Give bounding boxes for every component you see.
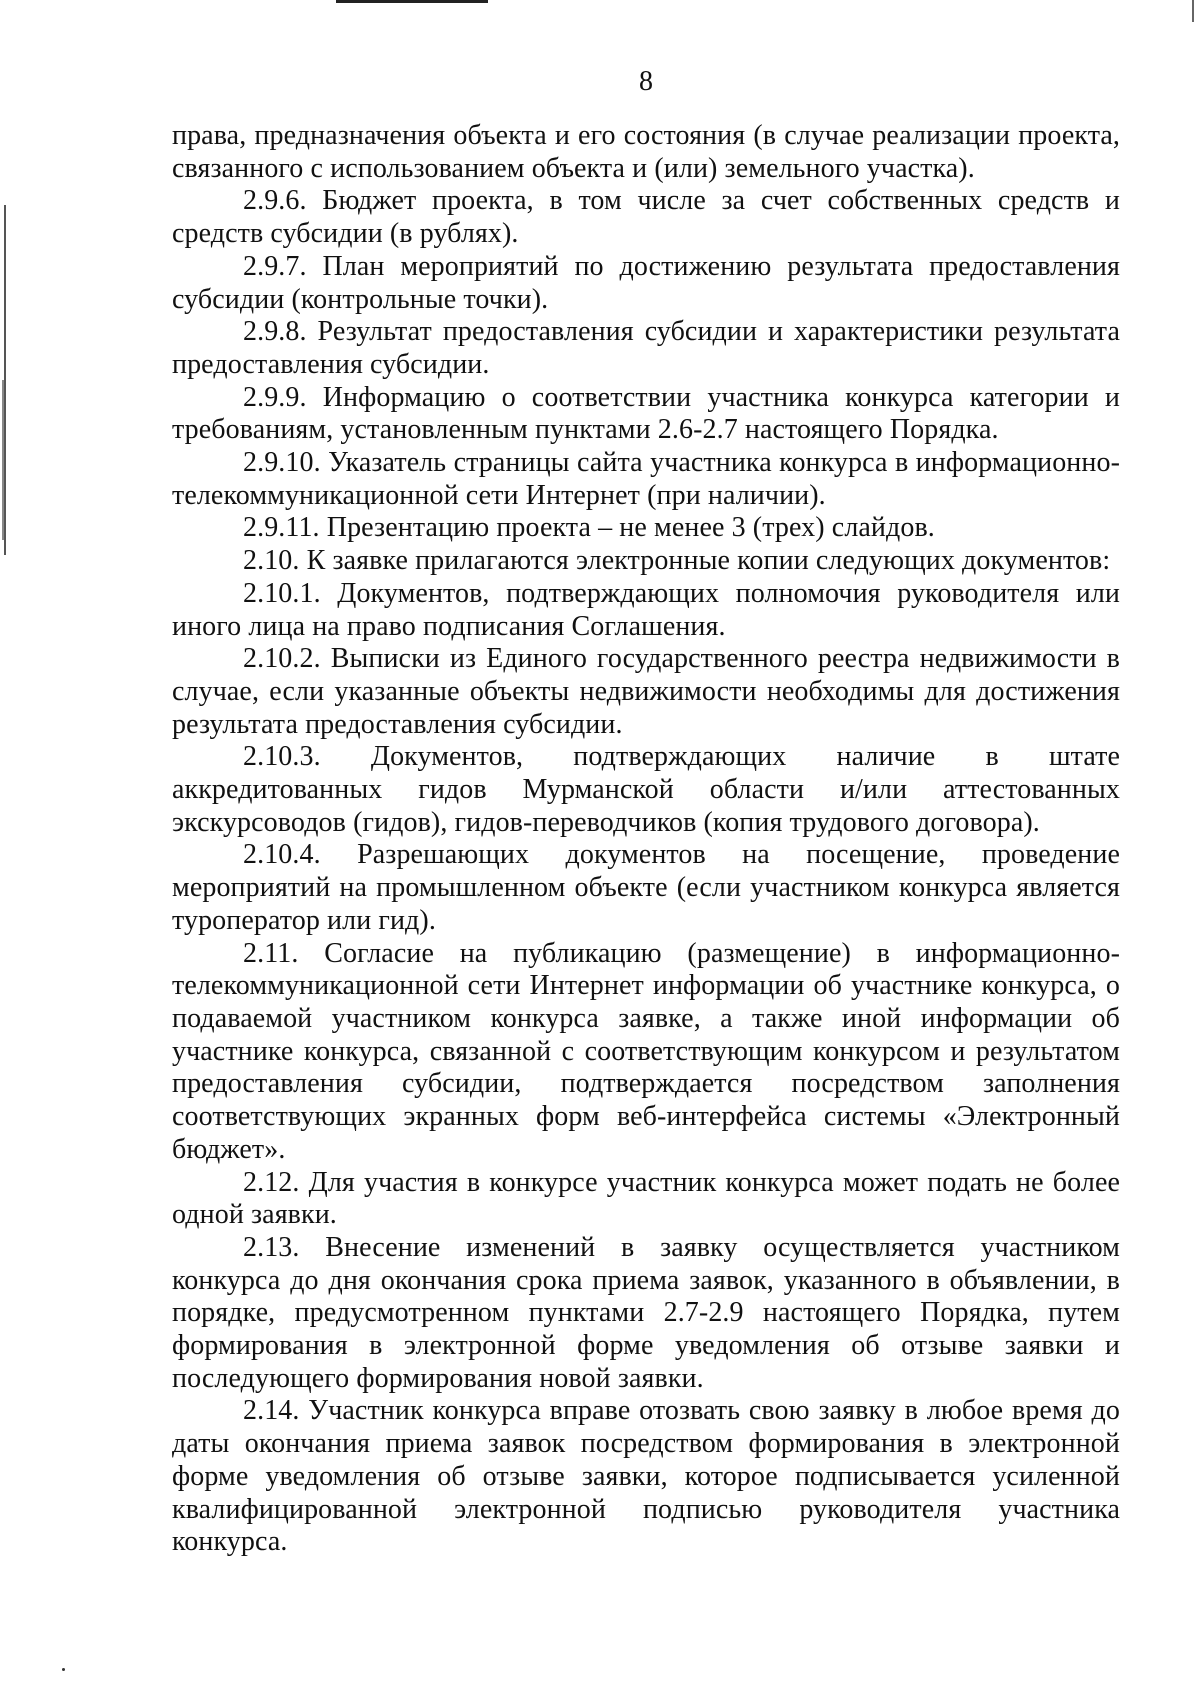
paragraph-2-9-9: 2.9.9. Информацию о соответствии участника конкурса категории и требованиям, установленным пунктами 2.6-2.7 настоящего Порядка.	[172, 381, 1120, 446]
corner-mark	[1186, 0, 1194, 22]
scan-margin-line	[4, 205, 6, 555]
scan-margin-line	[2, 380, 4, 540]
top-rule	[336, 0, 488, 3]
paragraph-2-10: 2.10. К заявке прилагаются электронные копии следующих документов:	[243, 545, 1111, 577]
document-body	[172, 120, 1120, 1559]
paragraph-2-14: 2.14. Участник конкурса вправе отозвать свою заявку в любое время до даты окончания приема заявок посредством формирования в электронной форме уведомления об отзыве заявки, которое подписывается усиленной квалифицированной электронной подписью руководителя участника конкурса.	[172, 1395, 1120, 1558]
paragraph-2-10-1: 2.10.1. Документов, подтверждающих полномочия руководителя или иного лица на право подписания Соглашения.	[172, 577, 1120, 642]
paragraph-2-9-10: 2.9.10. Указатель страницы сайта участника конкурса в информационно-телекоммуникационной сети Интернет (при наличии).	[172, 447, 1120, 511]
paragraph-2-9-7: 2.9.7. План мероприятий по достижению результата предоставления субсидии (контрольные точки).	[172, 250, 1120, 315]
paragraph-2-10-2: 2.10.2. Выписки из Единого государственного реестра недвижимости в случае, если указанные объекты недвижимости необходимы для достижения результата предоставления субсидии.	[172, 643, 1120, 740]
paragraph-continuation: права, предназначения объекта и его состояния (в случае реализации проекта, связанного с использованием объекта и (или) земельного участка).	[172, 120, 1120, 184]
paragraph-2-11: 2.11. Согласие на публикацию (размещение) в информационно-телекоммуникационной сети Интернет информации об участнике конкурса, о подаваемой участником конкурса заявке, а также иной информации об участнике конкурса, связанной с соответствующим конкурсом и результатом предоставления субсидии, подтверждается посредством заполнения соответствующих экранных форм веб-интерфейса системы «Электронный бюджет».	[172, 937, 1120, 1165]
paragraph-2-9-6: 2.9.6. Бюджет проекта, в том числе за счет собственных средств и средств субсидии (в рублях).	[172, 185, 1120, 250]
paragraph-2-10-4: 2.10.4. Разрешающих документов на посещение, проведение мероприятий на промышленном объекте (если участником конкурса является туроператор или гид).	[172, 839, 1120, 936]
paragraph-2-10-3: 2.10.3. Документов, подтверждающих наличие в штате аккредитованных гидов Мурманской области и/или аттестованных экскурсоводов (гидов), гидов-переводчиков (копия трудового договора).	[172, 741, 1120, 838]
paragraph-2-13: 2.13. Внесение изменений в заявку осуществляется участником конкурса до дня окончания срока приема заявок, указанного в объявлении, в порядке, предусмотренном пунктами 2.7-2.9 настоящего Порядка, путем формирования в электронной форме уведомления об отзыве заявки и последующего формирования новой заявки.	[172, 1231, 1120, 1394]
paragraph-2-9-8: 2.9.8. Результат предоставления субсидии и характеристики результата предоставления субсидии.	[172, 316, 1120, 380]
page-number: 8	[639, 66, 653, 97]
paragraph-2-9-11: 2.9.11. Презентацию проекта – не менее 3 (трех) слайдов.	[243, 512, 935, 544]
scan-speck	[62, 1668, 65, 1671]
paragraph-2-12: 2.12. Для участия в конкурсе участник конкурса может подать не более одной заявки.	[172, 1166, 1120, 1231]
